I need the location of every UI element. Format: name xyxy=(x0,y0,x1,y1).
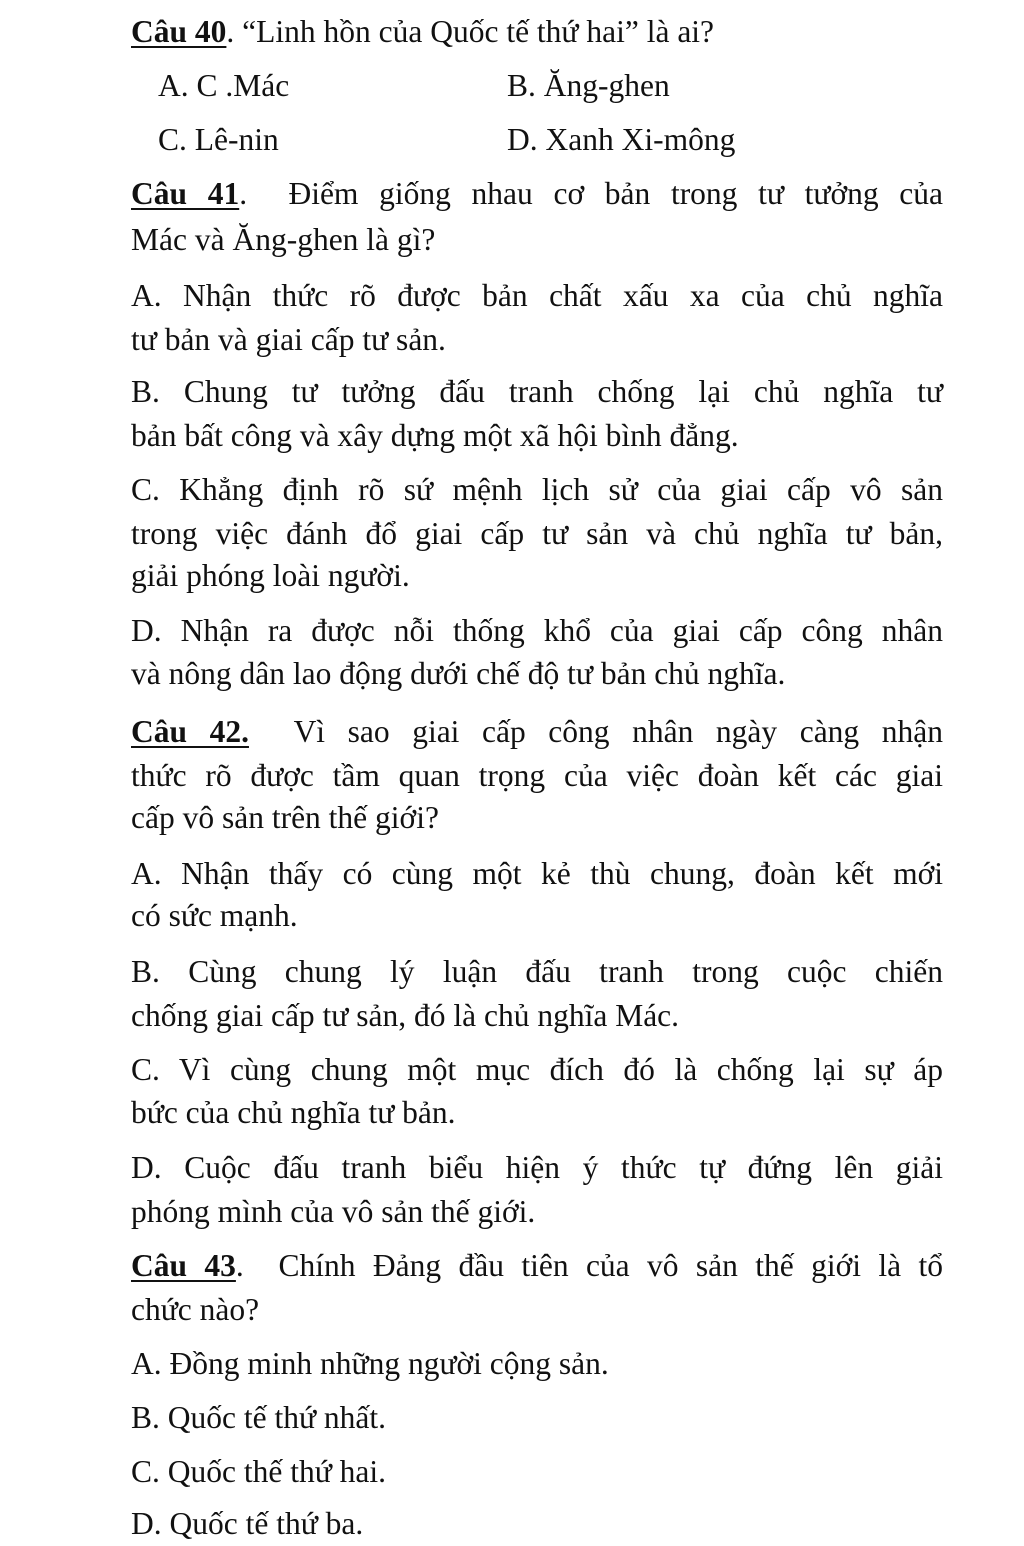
question-text: Chính Đảng đầu tiên của vô sản thế giới là tổ xyxy=(278,1248,943,1283)
option-b: B. Chung tư tưởng đấu tranh chống lại chủ nghĩa tư xyxy=(131,374,943,409)
option-b-cont: chống giai cấp tư sản, đó là chủ nghĩa Mác. xyxy=(131,998,680,1033)
question-43: Câu 43. Chính Đảng đầu tiên của vô sản thế giới là tổ xyxy=(131,1248,943,1283)
option-b: B. Quốc tế thứ nhất. xyxy=(131,1400,387,1435)
option-c: C. Quốc thế thứ hai. xyxy=(131,1454,387,1489)
option-d: D. Cuộc đấu tranh biểu hiện ý thức tự đứng lên giải xyxy=(131,1150,943,1185)
question-42 xyxy=(131,712,943,752)
option-a-cont: tư bản và giai cấp tư sản. xyxy=(131,322,446,357)
option-c: C. Khẳng định rõ sứ mệnh lịch sử của giai cấp vô sản xyxy=(131,472,943,507)
option-a: A. Đồng minh những người cộng sản. xyxy=(131,1346,609,1381)
question-number: Câu 41 xyxy=(131,176,240,211)
option-b: B. Cùng chung lý luận đấu tranh trong cuộc chiến xyxy=(131,954,943,989)
option-d: D. Nhận ra được nỗi thống khổ của giai cấp công nhân xyxy=(131,613,943,648)
option-a: A. C .Mác xyxy=(158,68,290,103)
option-d: D. Quốc tế thứ ba. xyxy=(131,1506,364,1541)
question-number: Câu 42. xyxy=(131,714,249,749)
option-b: B. Ăng-ghen xyxy=(507,68,670,103)
question-text: chức nào? xyxy=(131,1292,260,1327)
option-c-cont: bức của chủ nghĩa tư bản. xyxy=(131,1095,456,1130)
question-number: Câu 40 xyxy=(131,14,227,49)
question-40: Câu 40. “Linh hồn của Quốc tế thứ hai” là ai? xyxy=(131,14,715,49)
option-a: A. Nhận thức rõ được bản chất xấu xa của chủ nghĩa xyxy=(131,278,943,313)
question-text: thức rõ được tầm quan trọng của việc đoàn kết các giai xyxy=(131,758,943,793)
option-c-cont: trong việc đánh đổ giai cấp tư sản và chủ nghĩa tư bản, xyxy=(131,516,943,551)
question-text: Vì sao giai cấp công nhân ngày càng nhận xyxy=(293,714,943,749)
option-c: C. Vì cùng chung một mục đích đó là chống lại sự áp xyxy=(131,1052,943,1087)
question-number: Câu 43 xyxy=(131,1248,236,1283)
option-d-cont: và nông dân lao động dưới chế độ tư bản chủ nghĩa. xyxy=(131,656,786,691)
option-c: C. Lê-nin xyxy=(158,122,279,157)
option-a: A. Nhận thấy có cùng một kẻ thù chung, đoàn kết mới xyxy=(131,856,943,891)
option-d: D. Xanh Xi-mông xyxy=(507,122,736,157)
question-41: Câu 41. Điểm giống nhau cơ bản trong tư tưởng của xyxy=(131,176,943,211)
question-text: Mác và Ăng-ghen là gì? xyxy=(131,222,436,257)
question-text: cấp vô sản trên thế giới? xyxy=(131,800,439,835)
option-b-cont: bản bất công và xây dựng một xã hội bình đẳng. xyxy=(131,418,739,453)
option-a-cont: có sức mạnh. xyxy=(131,898,298,933)
option-d-cont: phóng mình của vô sản thế giới. xyxy=(131,1194,536,1229)
question-text: Điểm giống nhau cơ bản trong tư tưởng của xyxy=(288,176,943,211)
question-text: “Linh hồn của Quốc tế thứ hai” là ai? xyxy=(242,14,715,49)
option-c-cont: giải phóng loài người. xyxy=(131,558,410,593)
